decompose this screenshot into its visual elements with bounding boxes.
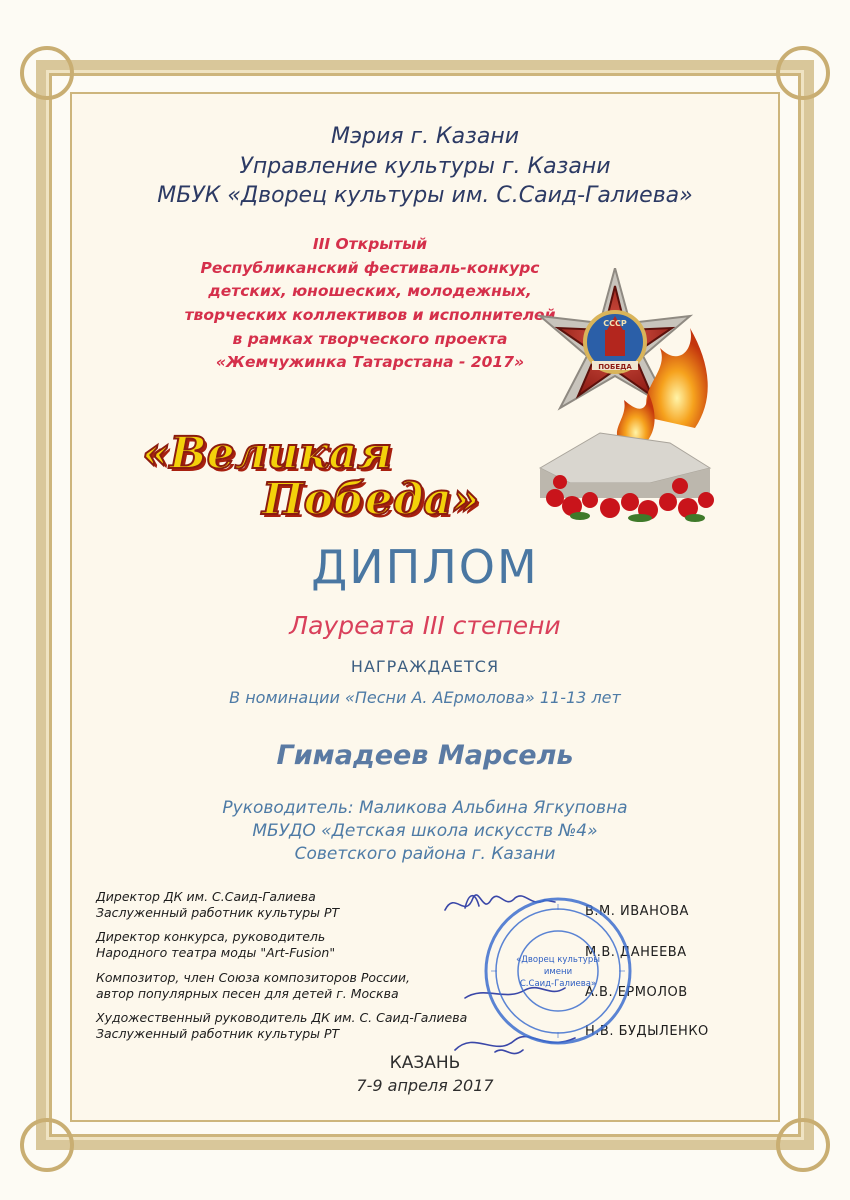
diploma-title: ДИПЛОМ bbox=[311, 540, 539, 594]
corner-ornament bbox=[776, 1118, 830, 1172]
festival-line-4: творческих коллективов и исполнителей bbox=[184, 306, 556, 324]
signatory-name: В.М. ИВАНОВА bbox=[585, 904, 689, 919]
signatory-role: Художественный руководитель ДК им. С. Саид-Галиева Заслуженный работник культуры РТ bbox=[96, 1010, 468, 1041]
header-line-2: Управление культуры г. Казани bbox=[239, 154, 611, 179]
official-stamp bbox=[483, 896, 633, 1046]
corner-ornament bbox=[20, 46, 74, 100]
festival-line-1: III Открытый bbox=[312, 235, 428, 253]
footer-city: КАЗАНЬ bbox=[389, 1053, 461, 1073]
event-title-line-1: «Великая bbox=[142, 428, 393, 479]
signatory-role: Директор ДК им. С.Саид-Галиева Заслуженный работник культуры РТ bbox=[96, 889, 340, 920]
order-top-text: СССР bbox=[603, 319, 627, 328]
festival-line-2: Республиканский фестиваль-конкурс bbox=[200, 259, 540, 277]
signatory-role: Директор конкурса, руководитель Народного театра моды "Art-Fusion" bbox=[96, 929, 336, 960]
festival-line-3: детских, юношеских, молодежных, bbox=[208, 282, 532, 300]
footer-date: 7-9 апреля 2017 bbox=[356, 1076, 494, 1095]
stamp-text-line-3: С.Саид-Галиева» bbox=[519, 979, 597, 989]
signatory-name: М.В. ДАНЕЕВА bbox=[585, 945, 687, 960]
stamp-text-line-2: имени bbox=[543, 967, 573, 977]
recipient-name: Гимадеев Марсель bbox=[276, 740, 574, 771]
nomination-text: В номинации «Песни А. АЕрмолова» 11-13 лет bbox=[229, 688, 621, 707]
header-line-1: Мэрия г. Казани bbox=[330, 124, 520, 149]
festival-line-6: «Жемчужинка Татарстана - 2017» bbox=[215, 353, 525, 371]
festival-line-5: в рамках творческого проекта bbox=[232, 330, 508, 348]
signatory-role: Композитор, член Союза композиторов России, автор популярных песен для детей г. Москва bbox=[96, 970, 410, 1001]
awarded-label: НАГРАЖДАЕТСЯ bbox=[350, 657, 500, 676]
signatory-name: А.В. ЕРМОЛОВ bbox=[585, 985, 688, 1000]
order-bottom-text: ПОБЕДА bbox=[598, 363, 632, 371]
corner-ornament bbox=[776, 46, 830, 100]
event-title-line-2: Победа» bbox=[262, 474, 480, 525]
leader-line-2: МБУДО «Детская школа искусств №4» bbox=[252, 821, 598, 841]
laureate-degree: Лауреата III степени bbox=[289, 611, 561, 640]
signatory-name: Н.В. БУДЫЛЕНКО bbox=[585, 1024, 709, 1039]
corner-ornament bbox=[20, 1118, 74, 1172]
stamp-text-line-1: «Дворец культуры bbox=[516, 955, 600, 965]
victory-order-emblem bbox=[530, 268, 720, 523]
leader-line-3: Советского района г. Казани bbox=[294, 844, 556, 864]
leader-line-1: Руководитель: Маликова Альбина Ягкуповна bbox=[222, 798, 628, 818]
header-line-3: МБУК «Дворец культуры им. С.Саид-Галиева» bbox=[157, 183, 693, 208]
